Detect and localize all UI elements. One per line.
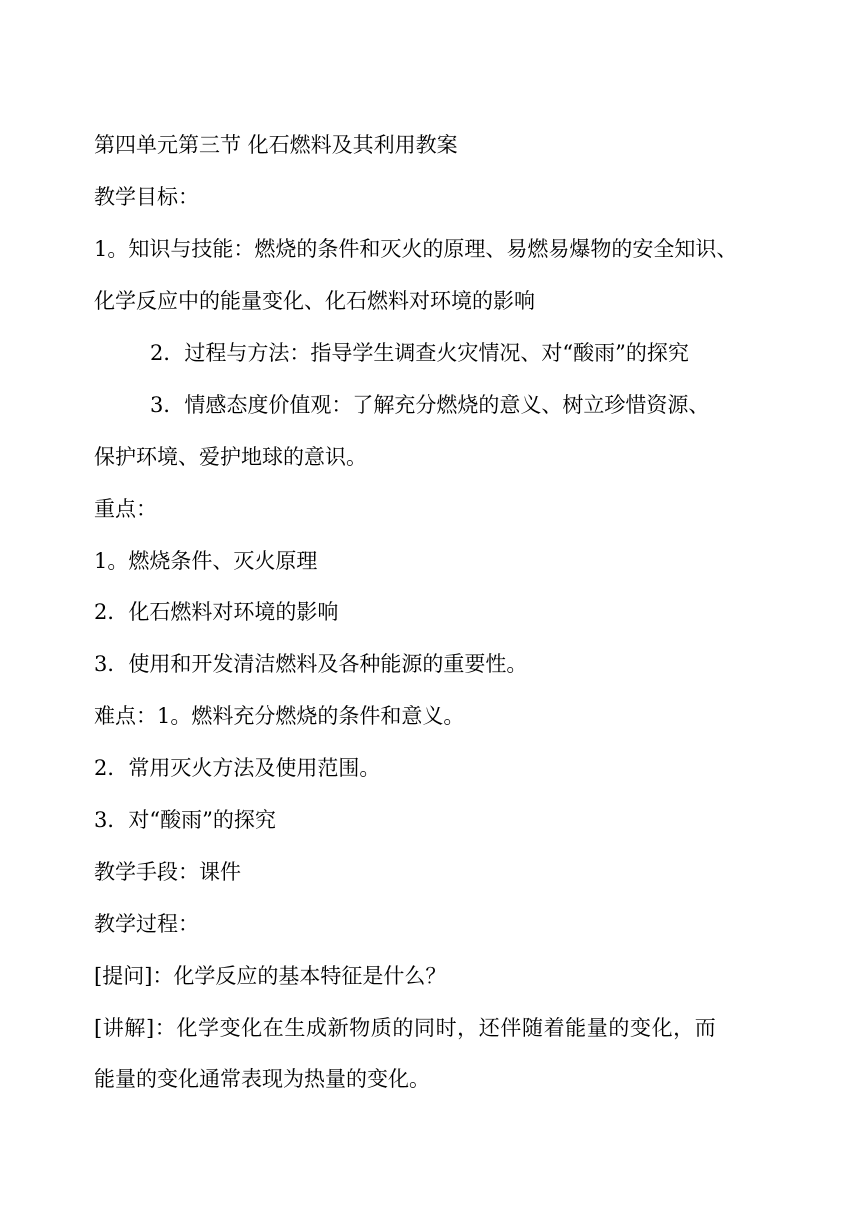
difficulty-1: 难点：1。燃料充分燃烧的条件和意义。 [94,704,465,728]
objective-2: 2．过程与方法：指导学生调查火灾情况、对“酸雨”的探究 [150,341,689,365]
explanation-line-a: [讲解]：化学变化在生成新物质的同时，还伴随着能量的变化，而 [94,1016,717,1040]
process-heading: 教学过程： [94,912,199,936]
question: [提问]：化学反应的基本特征是什么？ [94,964,447,988]
key-points-heading: 重点： [94,497,157,521]
explanation-line-b: 能量的变化通常表现为热量的变化。 [94,1067,430,1091]
difficulty-3: 3．对“酸雨”的探究 [94,808,276,832]
objectives-heading: 教学目标： [94,185,199,209]
key-point-2: 2．化石燃料对环境的影响 [94,600,339,624]
objective-3-line-b: 保护环境、爱护地球的意识。 [94,445,367,469]
key-point-1: 1。燃烧条件、灭火原理 [94,549,318,573]
objective-1-line-b: 化学反应中的能量变化、化石燃料对环境的影响 [94,289,535,313]
difficulty-2: 2．常用灭火方法及使用范围。 [94,756,381,780]
objective-1-line-a: 1。知识与技能：燃烧的条件和灭火的原理、易燃易爆物的安全知识、 [94,237,738,261]
document-title: 第四单元第三节 化石燃料及其利用教案 [94,133,458,157]
objective-3-line-a: 3．情感态度价值观：了解充分燃烧的意义、树立珍惜资源、 [150,393,710,417]
key-point-3: 3．使用和开发清洁燃料及各种能源的重要性。 [94,652,528,676]
teaching-means: 教学手段：课件 [94,860,241,884]
